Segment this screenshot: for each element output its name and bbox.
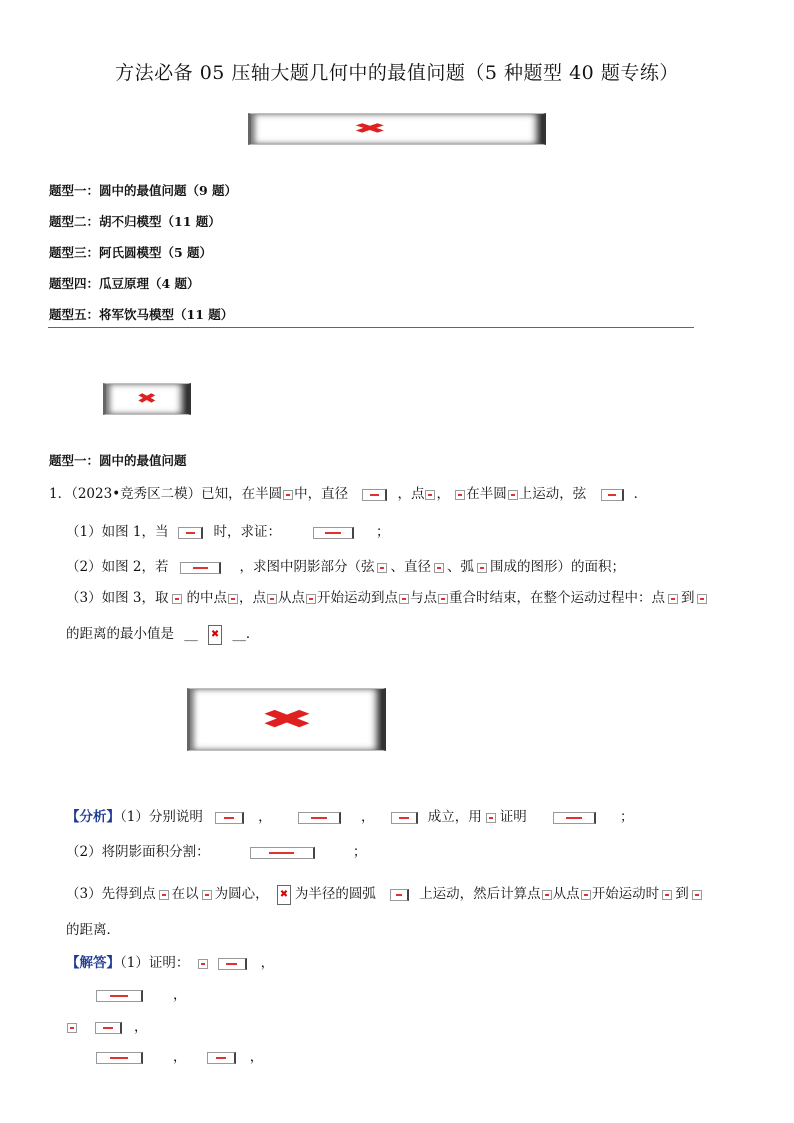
text: ； xyxy=(620,809,634,825)
text: ． xyxy=(633,486,648,502)
text: 证明 xyxy=(499,809,527,825)
text: 到 xyxy=(680,590,695,606)
formula-image xyxy=(477,563,487,573)
text: 的中点 xyxy=(186,590,227,606)
formula-image xyxy=(434,563,444,573)
text: 上运动，弦 xyxy=(518,486,587,502)
formula-image xyxy=(207,1052,236,1064)
text: 上运动，然后计算点 xyxy=(419,886,541,902)
text: 在半圆 xyxy=(466,486,507,502)
formula-image xyxy=(662,890,672,900)
text: 到 xyxy=(675,886,689,902)
text: ，点 xyxy=(397,486,425,502)
formula-image xyxy=(283,490,293,500)
text: 时，求证： xyxy=(213,524,281,540)
formula-image xyxy=(668,594,678,604)
text: 中，直径 xyxy=(294,486,349,502)
formula-image xyxy=(306,594,316,604)
solution-line-1 xyxy=(66,951,274,971)
formula-image xyxy=(377,563,387,573)
problem-part-2 xyxy=(66,555,625,575)
formula-image xyxy=(178,527,203,539)
formula-image xyxy=(438,594,448,604)
analysis-line-1 xyxy=(66,805,634,825)
formula-image xyxy=(425,490,435,500)
page-title: 方法必备 05 压轴大题几何中的最值问题（5 种题型 40 题专练） xyxy=(115,62,679,84)
problem-part-3-cont xyxy=(66,622,259,645)
answer-blank: __ xyxy=(184,626,198,642)
text: （1）分别说明 xyxy=(120,809,203,825)
broken-image-icon: ✖ xyxy=(279,888,289,900)
text: （2）如图 2，若 xyxy=(66,559,169,575)
formula-image xyxy=(508,490,518,500)
formula-image xyxy=(250,847,315,859)
answer-blank: __． xyxy=(232,626,260,642)
text: 、直径 xyxy=(390,559,431,575)
text: ， xyxy=(436,486,450,502)
text: 开始运动到点 xyxy=(316,590,398,606)
formula-image xyxy=(542,890,552,900)
text: ， xyxy=(173,987,187,1003)
formula-image xyxy=(390,889,409,901)
formula-image xyxy=(67,1023,77,1033)
text: ， xyxy=(134,1019,148,1035)
text: 的距离的最小值是 xyxy=(66,626,174,642)
section-banner-image xyxy=(103,383,191,415)
broken-image-icon: ✖ xyxy=(136,391,158,407)
formula-image xyxy=(601,489,624,501)
analysis-line-4: 的距离． xyxy=(66,922,120,938)
toc-item-5[interactable]: 题型五：将军饮马模型（11 题） xyxy=(49,307,234,322)
text: ； xyxy=(352,844,367,860)
formula-image xyxy=(486,813,496,823)
text: 1．（2023•竞秀区二模）已知，在半圆 xyxy=(49,486,283,502)
text: 围成的图形）的面积； xyxy=(489,559,625,575)
formula-image xyxy=(95,1022,122,1034)
text: ， xyxy=(360,809,375,825)
formula-image xyxy=(362,489,387,501)
solution-line-4 xyxy=(96,1045,263,1065)
text: （3）先得到点 xyxy=(66,886,156,902)
text: 重合时结束，在整个运动过程中：点 xyxy=(448,590,665,606)
analysis-tag: 【分析】 xyxy=(66,809,120,825)
formula-image xyxy=(96,1052,143,1064)
analysis-line-3 xyxy=(66,882,705,905)
formula-image xyxy=(455,490,465,500)
formula-image xyxy=(277,885,291,905)
formula-image xyxy=(180,562,221,574)
text: 、弧 xyxy=(446,559,474,575)
broken-image-icon: ✖ xyxy=(352,121,442,137)
toc-item-3[interactable]: 题型三：阿氏圆模型（5 题） xyxy=(49,245,213,260)
text: （2）将阴影面积分割： xyxy=(66,844,210,860)
text: 在以 xyxy=(171,886,199,902)
problem-part-3 xyxy=(66,586,710,606)
text: ； xyxy=(375,524,390,540)
formula-image xyxy=(313,527,354,539)
text: 与点 xyxy=(409,590,437,606)
text: 从点 xyxy=(277,590,305,606)
text: （3）如图 3，取 xyxy=(66,590,169,606)
text: 为圆心， xyxy=(214,886,269,902)
formula-image xyxy=(267,594,277,604)
toc-item-1[interactable]: 题型一：圆中的最值问题（9 题） xyxy=(49,183,238,198)
formula-image xyxy=(697,594,707,604)
text: ， xyxy=(258,809,272,825)
formula-image xyxy=(391,812,418,824)
formula-image xyxy=(159,890,169,900)
text: （1）如图 1，当 xyxy=(66,524,169,540)
toc-divider xyxy=(48,327,694,328)
broken-image-icon: ✖ xyxy=(210,628,220,640)
formula-image xyxy=(228,594,238,604)
formula-image xyxy=(399,594,409,604)
formula-image xyxy=(215,812,244,824)
problem-part-1 xyxy=(66,520,389,540)
text: ，求图中阴影部分（弦 xyxy=(239,559,375,575)
section-heading: 题型一：圆中的最值问题 xyxy=(49,453,187,468)
formula-image xyxy=(692,890,702,900)
formula-image xyxy=(581,890,591,900)
answer-image xyxy=(208,625,222,645)
title-banner-image xyxy=(248,113,546,145)
solution-line-2 xyxy=(96,983,187,1003)
text: （1）证明： xyxy=(120,955,190,971)
solution-tag: 【解答】 xyxy=(66,955,120,971)
toc-item-4[interactable]: 题型四：瓜豆原理（4 题） xyxy=(49,276,200,291)
formula-image xyxy=(198,959,208,969)
formula-image xyxy=(553,812,596,824)
analysis-line-2 xyxy=(66,840,366,860)
formula-image xyxy=(298,812,341,824)
text: 从点 xyxy=(552,886,580,902)
text: ， xyxy=(249,1049,264,1065)
figure-image xyxy=(187,688,386,751)
text: ， xyxy=(173,1049,187,1065)
formula-image xyxy=(218,958,247,970)
text: ， xyxy=(260,955,275,971)
text: ，点 xyxy=(238,590,266,606)
solution-line-3 xyxy=(66,1015,148,1035)
text: 为半径的圆弧 xyxy=(294,886,376,902)
formula-image xyxy=(202,890,212,900)
toc-item-2[interactable]: 题型二：胡不归模型（11 题） xyxy=(49,214,221,229)
text: 成立，用 xyxy=(427,809,482,825)
text: 开始运动时 xyxy=(591,886,660,902)
formula-image xyxy=(96,990,143,1002)
broken-image-icon: ✖ xyxy=(258,704,315,735)
formula-image xyxy=(172,594,182,604)
problem-stem xyxy=(49,482,647,502)
